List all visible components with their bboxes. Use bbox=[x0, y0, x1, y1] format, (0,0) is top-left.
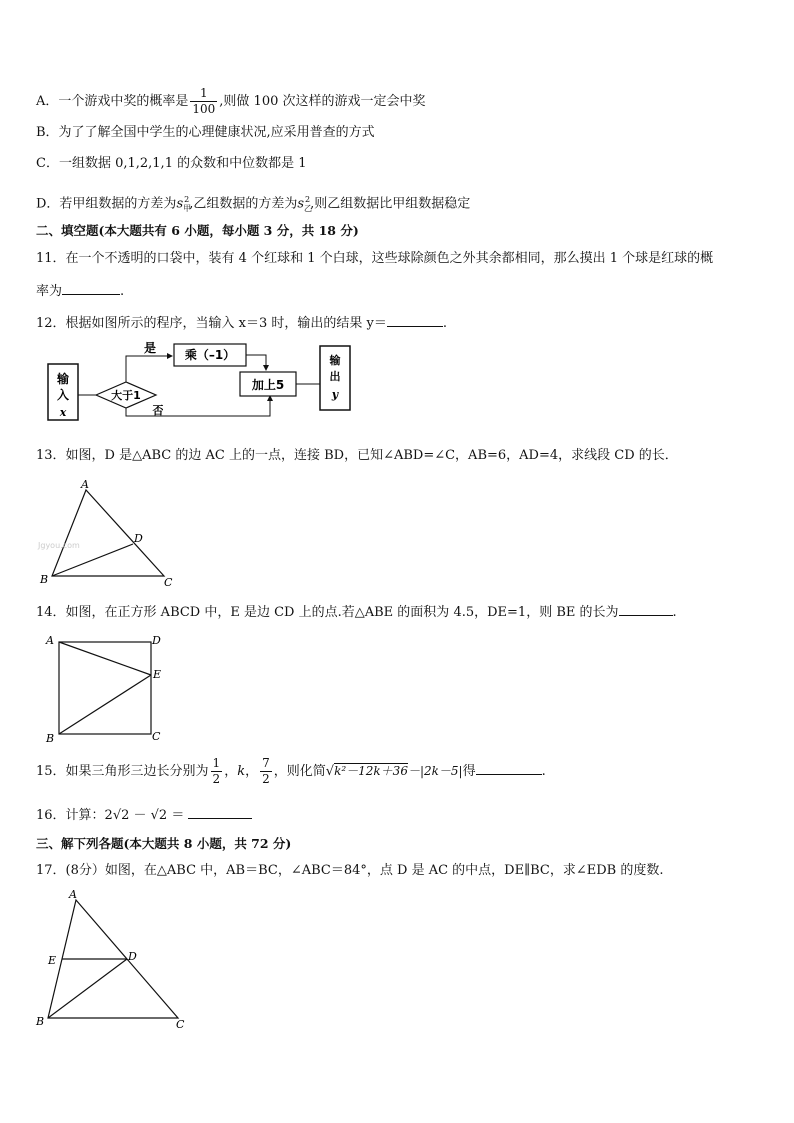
q15-line: 15．如果三角形三边长分别为 $\frac{1}{2}$ ，k， $\frac{7}{2}$ ，则化简√k²－12k＋36－|2k－5|得 . bbox=[36, 756, 546, 786]
svg-text:输: 输 bbox=[56, 372, 70, 386]
svg-text:E: E bbox=[153, 668, 162, 681]
svg-text:A: A bbox=[81, 478, 89, 491]
variance-jia: s bbox=[176, 196, 184, 212]
option-a-tail: ,则做 100 次这样的游戏一定会中奖 bbox=[219, 94, 426, 109]
section-2-heading: 二、填空题(本大题共有 6 小题，每小题 3 分，共 18 分) bbox=[36, 223, 359, 238]
svg-text:入: 入 bbox=[56, 388, 70, 402]
q14-line: 14．如图，在正方形 ABCD 中，E 是边 CD 上的点.若△ABE 的面积为 4.5，DE=1，则 BE 的长为 . bbox=[36, 602, 677, 622]
svg-text:乘（–1）: 乘（–1） bbox=[184, 348, 236, 362]
q16-line: 16．计算：2√2 － √2 ＝ bbox=[36, 805, 252, 825]
svg-text:B: B bbox=[46, 732, 55, 745]
svg-text:否: 否 bbox=[152, 404, 164, 417]
svg-text:输: 输 bbox=[329, 354, 341, 367]
answer-blank[interactable] bbox=[387, 313, 443, 327]
svg-text:C: C bbox=[164, 576, 173, 589]
fraction-1-100: $\frac{1}{100}$ bbox=[192, 86, 216, 116]
answer-blank[interactable] bbox=[619, 602, 673, 616]
section-3-heading: 三、解下列各题(本大题共 8 小题，共 72 分) bbox=[36, 836, 292, 851]
svg-text:B: B bbox=[36, 1015, 45, 1028]
option-a bbox=[36, 86, 426, 117]
fraction-7-2: $\frac{7}{2}$ bbox=[262, 756, 270, 786]
figure-13-triangle bbox=[36, 478, 176, 588]
svg-text:加上5: 加上5 bbox=[251, 378, 285, 392]
svg-text:B: B bbox=[40, 573, 49, 586]
q12-line: 12．根据如图所示的程序，当输入 x＝3 时，输出的结果 y＝ . bbox=[36, 313, 447, 333]
svg-text:C: C bbox=[176, 1018, 185, 1031]
q16-expression: 2√2 － √2 ＝ bbox=[104, 808, 185, 823]
radicand: k²－12k＋36 bbox=[334, 764, 408, 778]
q11-line2: 率为 . bbox=[36, 281, 124, 301]
q11-line1: 11．在一个不透明的口袋中，装有 4 个红球和 1 个白球，这些球除颜色之外其余都相同，那么摸出 1 个球是红球的概 bbox=[36, 251, 714, 266]
answer-blank[interactable] bbox=[188, 805, 252, 819]
figure-17-triangle bbox=[36, 888, 196, 1036]
svg-text:D: D bbox=[152, 634, 161, 647]
svg-text:A: A bbox=[69, 888, 77, 901]
radical-sign: √ bbox=[325, 764, 335, 779]
svg-text:出: 出 bbox=[329, 370, 341, 383]
svg-text:是: 是 bbox=[143, 341, 157, 355]
answer-blank[interactable] bbox=[62, 281, 120, 295]
svg-text:y: y bbox=[331, 388, 339, 401]
option-d: D．若甲组数据的方差为$s_甲^2$,乙组数据的方差为$s_乙^2$,则乙组数据比甲组数据稳定 bbox=[36, 195, 471, 213]
option-a-text: A．一个游戏中奖的概率是 bbox=[36, 94, 189, 109]
answer-blank[interactable] bbox=[476, 761, 542, 775]
svg-text:大于1: 大于1 bbox=[111, 389, 141, 402]
svg-text:D: D bbox=[128, 950, 137, 963]
option-c: C．一组数据 0,1,2,1,1 的众数和中位数都是 1 bbox=[36, 156, 307, 171]
svg-text:x: x bbox=[59, 406, 67, 419]
variance-yi: s bbox=[297, 196, 305, 212]
option-b: B．为了了解全国中学生的心理健康状况,应采用普查的方式 bbox=[36, 125, 375, 140]
svg-text:A: A bbox=[46, 634, 54, 647]
svg-text:C: C bbox=[152, 730, 161, 743]
q17-line: 17．(8分）如图，在△ABC 中，AB＝BC，∠ABC＝84°，点 D 是 AC 的中点，DE∥BC，求∠EDB 的度数. bbox=[36, 863, 664, 878]
figure-14-square bbox=[44, 632, 174, 744]
svg-text:E: E bbox=[48, 954, 57, 967]
flowchart bbox=[46, 342, 386, 424]
svg-text:D: D bbox=[134, 532, 143, 545]
watermark: Jgyou.com bbox=[38, 541, 80, 550]
q13-line: 13．如图，D 是△ABC 的边 AC 上的一点，连接 BD，已知∠ABD=∠C，AB=6，AD=4，求线段 CD 的长． bbox=[36, 448, 678, 463]
fraction-1-2: $\frac{1}{2}$ bbox=[212, 756, 221, 786]
